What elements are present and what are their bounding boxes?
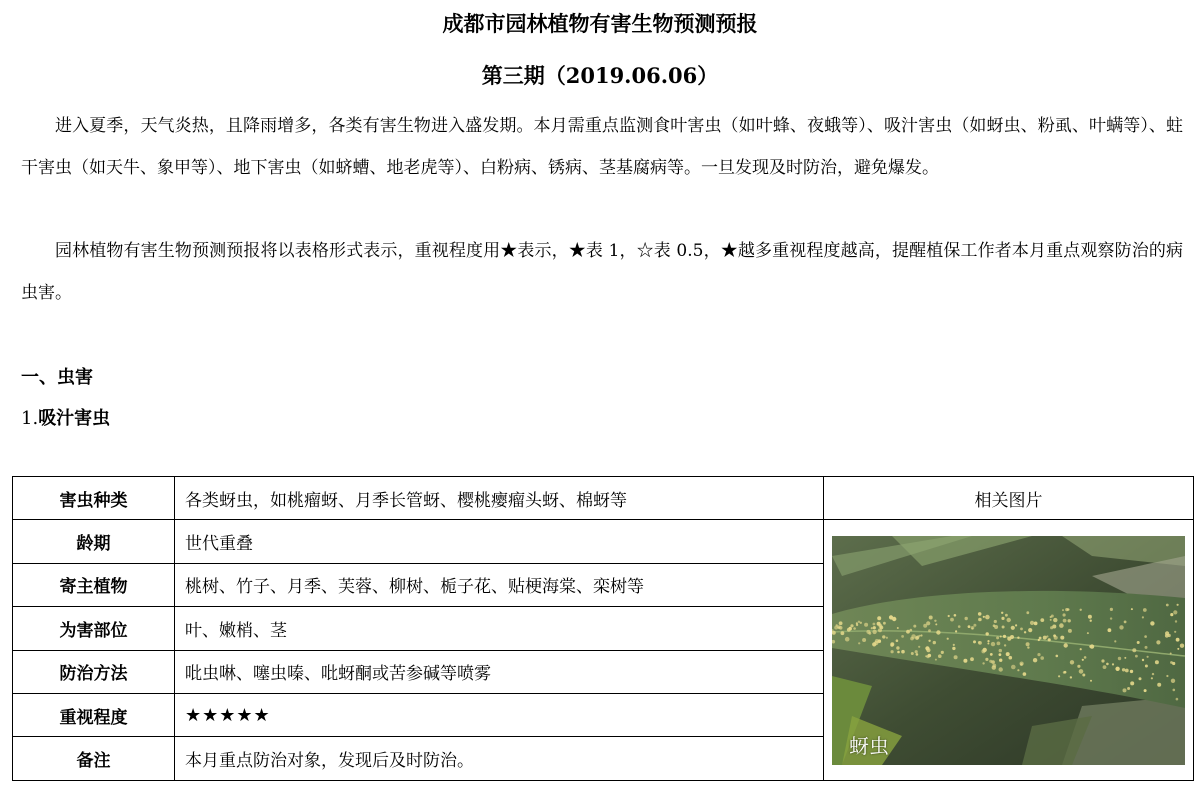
aphid-dot	[1011, 664, 1016, 669]
aphid-dot	[920, 634, 922, 636]
pest-info-table	[12, 476, 1194, 781]
aphid-dot	[1043, 635, 1047, 639]
subsection-heading-sap-sucking	[21, 405, 110, 433]
aphid-dot	[1002, 625, 1005, 628]
aphid-dot	[1052, 624, 1056, 628]
aphid-dot	[1151, 677, 1153, 679]
aphid-dot	[849, 626, 852, 629]
aphid-dot	[856, 623, 858, 625]
aphid-dot	[973, 623, 976, 626]
aphid-dot	[878, 628, 882, 632]
aphid-dot	[1110, 617, 1112, 619]
aphid-dot	[1123, 688, 1127, 692]
aphid-dot	[1001, 616, 1004, 619]
aphid-dot	[845, 636, 850, 641]
aphid-dot	[1176, 697, 1179, 700]
aphid-dot	[1037, 653, 1040, 656]
row-label: 寄主植物	[13, 563, 175, 606]
aphid-dot	[1020, 627, 1023, 630]
aphid-dot	[954, 614, 957, 617]
aphid-dot	[928, 639, 930, 641]
aphid-dot	[1065, 608, 1068, 611]
aphid-dot	[1144, 635, 1147, 638]
aphid-dot	[1079, 669, 1084, 674]
aphid-dot	[1023, 672, 1027, 676]
aphid-dot	[872, 629, 876, 633]
aphid-dot	[958, 625, 961, 628]
aphid-dot	[901, 649, 905, 653]
aphid-dot	[941, 650, 944, 653]
aphid-dot	[1115, 666, 1119, 670]
aphid-dot	[1000, 635, 1002, 637]
aphid-dot	[1165, 633, 1169, 637]
aphid-dot	[963, 658, 967, 662]
aphid-dot	[858, 620, 860, 622]
aphid-dot	[955, 630, 957, 632]
document-title: 成都市园林植物有害生物预测预报	[442, 11, 758, 36]
aphid-dot	[1177, 647, 1179, 649]
aphid-dot	[929, 615, 933, 619]
aphid-dot	[1119, 625, 1123, 629]
aphid-dot	[877, 616, 881, 620]
aphid-dot	[886, 636, 888, 638]
aphid-dot	[1060, 635, 1064, 639]
aphid-dot	[1026, 611, 1029, 614]
aphid-dot	[1131, 608, 1133, 610]
aphid-dot	[858, 642, 860, 644]
aphid-dot	[933, 640, 936, 643]
row-value: 本月重点防治对象，发现后及时防治。	[175, 737, 824, 780]
aphid-dot	[1177, 603, 1179, 605]
aphid-dot	[1145, 645, 1148, 648]
aphid-dot	[1130, 681, 1134, 685]
aphid-dot	[999, 653, 1002, 656]
rating-explanation-paragraph: 园林植物有害生物预测预报将以表格形式表示，重视程度用★表示，★表 1，☆表 0.5，★越多重视程度越高，提醒植保工作者本月重点观察防治的病虫害。	[21, 241, 1183, 303]
aphid-dot	[1125, 668, 1129, 672]
aphid-dot	[999, 648, 1002, 651]
aphid-dot	[981, 649, 985, 653]
aphid-dot	[1171, 678, 1175, 682]
aphid-dot	[1080, 648, 1082, 650]
aphid-dot	[1001, 611, 1003, 613]
aphid-dot	[989, 659, 992, 662]
table-row	[13, 477, 1194, 520]
aphid-dot	[1132, 648, 1136, 652]
aphid-dot	[987, 642, 989, 644]
aphid-dot	[1009, 655, 1013, 659]
aphid-dot	[928, 629, 931, 632]
aphid-dot	[1155, 660, 1159, 664]
aphid-dot	[994, 619, 997, 622]
aphid-dot	[1070, 660, 1074, 664]
aphid-dot	[952, 646, 955, 649]
aphid-dot	[1082, 658, 1084, 660]
aphid-dot	[889, 615, 893, 619]
subsection-title: 吸汁害虫	[38, 408, 111, 429]
aphid-dot	[1017, 669, 1019, 671]
aphid-dot	[1122, 668, 1125, 671]
aphid-dot	[1170, 613, 1173, 616]
aphid-dot	[934, 619, 936, 621]
aphid-dot	[1172, 661, 1175, 664]
aphid-dot	[1130, 669, 1133, 672]
aphid-dot	[1026, 642, 1030, 646]
aphid-dot	[891, 650, 894, 653]
aphid-dot	[1174, 630, 1176, 632]
row-value: 桃树、竹子、月季、芙蓉、柳树、栀子花、贴梗海棠、栾树等	[175, 563, 824, 606]
row-value: 叶、嫩梢、茎	[175, 607, 824, 650]
aphid-dot	[873, 626, 876, 629]
aphid-dot	[1007, 617, 1011, 621]
aphid-dot	[834, 625, 838, 629]
aphid-dot	[882, 635, 885, 638]
aphid-dot	[897, 627, 899, 629]
aphid-dot	[986, 632, 989, 635]
aphid-dot	[911, 634, 916, 639]
image-cell	[824, 520, 1194, 780]
intro-paragraph: 进入夏季，天气炎热，且降雨增多，各类有害生物进入盛发期。本月需重点监测食叶害虫（如叶蜂、夜蛾等）、吸汁害虫（如蚜虫、粉虱、叶螨等）、蛀干害虫（如天牛、象甲等）、地下害虫（如蛴螬、地老虎等）、白粉病、锈病、茎基腐病等。一旦发现及时防治，避免爆发。	[21, 116, 1183, 178]
aphid-dot	[873, 622, 876, 625]
section-heading-pests: 一、虫害	[21, 367, 93, 388]
aphid-dot	[862, 638, 866, 642]
aphid-dot	[947, 637, 949, 639]
aphid-dot	[1063, 613, 1066, 616]
aphid-dot	[1106, 662, 1109, 665]
aphid-dot	[839, 621, 843, 625]
row-label: 龄期	[13, 520, 175, 563]
aphid-dot	[1156, 640, 1160, 644]
aphid-dot	[1142, 616, 1144, 618]
aphid-dot	[1080, 608, 1082, 610]
aphid-dot	[1015, 624, 1017, 626]
aphid-dot	[999, 667, 1003, 671]
aphid-dot	[1144, 689, 1147, 692]
aphid-dot	[872, 642, 876, 646]
aphid-dot	[1030, 620, 1034, 624]
aphid-dot	[1150, 621, 1154, 625]
aphid-dot	[1059, 623, 1064, 628]
aphid-dot	[1063, 618, 1067, 622]
aphid-dot	[978, 641, 981, 644]
aphid-dot	[926, 655, 929, 658]
priority-stars: ★★★★★	[175, 693, 824, 736]
aphid-dot	[935, 658, 937, 660]
row-label: 为害部位	[13, 607, 175, 650]
aphid-dot	[1053, 617, 1057, 621]
aphid-dot	[1068, 619, 1071, 622]
aphid-dot	[1152, 672, 1154, 674]
image-column-header: 相关图片	[824, 477, 1194, 520]
row-label: 备注	[13, 737, 175, 780]
aphid-dot	[973, 640, 976, 643]
aphid-dot	[999, 658, 1002, 661]
aphid-dot	[1063, 671, 1066, 674]
aphid-dot	[1062, 609, 1064, 611]
aphid-dot	[968, 625, 971, 628]
aphid-dot	[911, 652, 914, 655]
aphid-dot	[1003, 634, 1006, 637]
aphid-dot	[1166, 674, 1168, 676]
aphid-dot	[1010, 635, 1014, 639]
aphid-dot	[985, 614, 990, 619]
aphid-dot	[1175, 620, 1177, 622]
aphid-dot	[978, 612, 982, 616]
aphid-dot	[866, 629, 870, 633]
aphid-dot	[1034, 621, 1038, 625]
aphid-dot	[1004, 644, 1006, 646]
aphid-dot	[1112, 663, 1114, 665]
aphid-dot	[1173, 610, 1177, 614]
aphid-dot	[1180, 643, 1184, 647]
aphid-dot	[918, 645, 920, 647]
aphid-dot	[1056, 654, 1059, 657]
aphid-dot	[936, 630, 940, 634]
aphid-dot	[978, 617, 982, 621]
aphid-dot	[926, 648, 930, 652]
aphid-dot	[948, 614, 950, 616]
aphid-dot	[877, 621, 881, 625]
aphid-dot	[1028, 628, 1032, 632]
aphid-dot	[1006, 652, 1010, 656]
aphid-dot	[996, 636, 999, 639]
aphid-dot	[1038, 638, 1040, 640]
aphid-dot	[1020, 663, 1023, 666]
row-label: 害虫种类	[13, 477, 175, 520]
aphid-dot	[901, 635, 904, 638]
aphid-dot	[838, 626, 840, 628]
aphid-dot	[1142, 658, 1144, 660]
aphid-dot	[915, 650, 918, 653]
aphid-dot	[896, 639, 899, 642]
aphid-dot	[1135, 654, 1138, 657]
aphid-dot	[935, 623, 937, 625]
aphid-dot	[1048, 638, 1051, 641]
aphid-dot	[1118, 656, 1121, 659]
aphid-dot	[938, 654, 942, 658]
aphid-dot	[1147, 655, 1149, 657]
aphid-dot	[1054, 635, 1058, 639]
row-label: 重视程度	[13, 693, 175, 736]
aphid-dot	[985, 657, 988, 660]
issue-subtitle: 第三期（2019.06.06）	[481, 63, 719, 88]
aphid-dot	[1127, 687, 1130, 690]
aphid-dot	[1050, 615, 1052, 617]
aphid-dot	[1090, 679, 1092, 681]
table-row	[13, 520, 1194, 563]
aphid-dot	[1176, 637, 1180, 641]
aphid-dot	[1027, 646, 1029, 648]
aphid-dot	[1088, 614, 1092, 618]
row-value: 世代重叠	[175, 520, 824, 563]
aphid-dot	[1139, 677, 1142, 680]
aphid-dot	[1166, 603, 1169, 606]
aphid-dot	[1157, 682, 1161, 686]
aphid-dot	[1110, 607, 1113, 610]
aphid-dot	[841, 631, 845, 635]
aphid-dot	[1173, 688, 1176, 691]
aphid-dot	[918, 634, 920, 636]
aphid-dot	[913, 624, 916, 627]
aphid-dot	[992, 663, 996, 667]
aphid-dot	[1017, 636, 1019, 638]
aphid-dot	[1077, 664, 1080, 667]
aphid-dot	[1090, 619, 1092, 621]
aphid-dot	[883, 621, 886, 624]
row-value: 各类蚜虫，如桃瘤蚜、月季长管蚜、樱桃瘿瘤头蚜、棉蚜等	[175, 477, 824, 520]
aphid-dot	[950, 617, 954, 621]
aphid-dot	[853, 627, 856, 630]
aphid-dot	[878, 639, 882, 643]
aphid-dot	[970, 657, 974, 661]
aphid-dot	[896, 646, 899, 649]
aphid-dot	[1090, 644, 1094, 648]
aphid-dot	[993, 624, 996, 627]
aphid-dot	[991, 641, 995, 645]
aphid-dot	[1050, 618, 1052, 620]
aphid-dot	[1145, 664, 1148, 667]
aphid-dot	[871, 627, 873, 629]
aphid-dot	[997, 641, 1001, 645]
aphid-dot	[850, 624, 853, 627]
aphid-dot	[1170, 652, 1172, 654]
aphid-dot	[1058, 675, 1060, 677]
row-value: 吡虫啉、噻虫嗪、吡蚜酮或苦参碱等喷雾	[175, 650, 824, 693]
aphid-dot	[953, 643, 955, 645]
aphid-dot	[1114, 640, 1116, 642]
aphid-dot	[906, 629, 910, 633]
aphid-dot	[965, 616, 968, 619]
aphid-dot	[916, 653, 919, 656]
aphid-dot	[1064, 643, 1068, 647]
aphid-dot	[1137, 641, 1140, 644]
aphid-dot	[910, 628, 913, 631]
aphid-dot	[1082, 673, 1085, 676]
photo-caption: 蚜虫	[849, 733, 889, 758]
aphid-dot	[1103, 665, 1107, 669]
aphid-dot	[1124, 620, 1127, 623]
aphid-dot	[864, 622, 868, 626]
aphid-dot	[1101, 659, 1104, 662]
aphid-dot	[971, 626, 975, 630]
aphid-dot	[982, 662, 984, 664]
aphid-dot	[1024, 631, 1026, 633]
aphid-dot	[1040, 656, 1044, 660]
row-label: 防治方法	[13, 650, 175, 693]
aphid-dot	[954, 655, 958, 659]
aphid-dot	[897, 650, 900, 653]
aphid-dot	[1070, 676, 1072, 678]
aphid-dot	[987, 640, 989, 642]
aphid-dot	[983, 615, 985, 617]
aphid-dot	[926, 621, 930, 625]
aphid-dot	[890, 642, 894, 646]
aphid-dot	[990, 653, 993, 656]
aphid-dot	[1084, 656, 1087, 659]
aphid-dot	[1108, 628, 1112, 632]
aphid-dot	[1011, 625, 1015, 629]
aphid-dot	[1033, 658, 1037, 662]
aphid-dot	[1087, 632, 1089, 634]
aphid-dot	[1124, 656, 1126, 658]
subsection-number: 1.	[21, 408, 39, 429]
aphid-dot	[1040, 618, 1044, 622]
aphid-dot	[1046, 635, 1048, 637]
aphid-photo	[832, 536, 1185, 765]
aphid-dot	[1068, 628, 1072, 632]
aphid-dot	[1143, 608, 1147, 612]
aphid-dot	[1005, 613, 1008, 616]
